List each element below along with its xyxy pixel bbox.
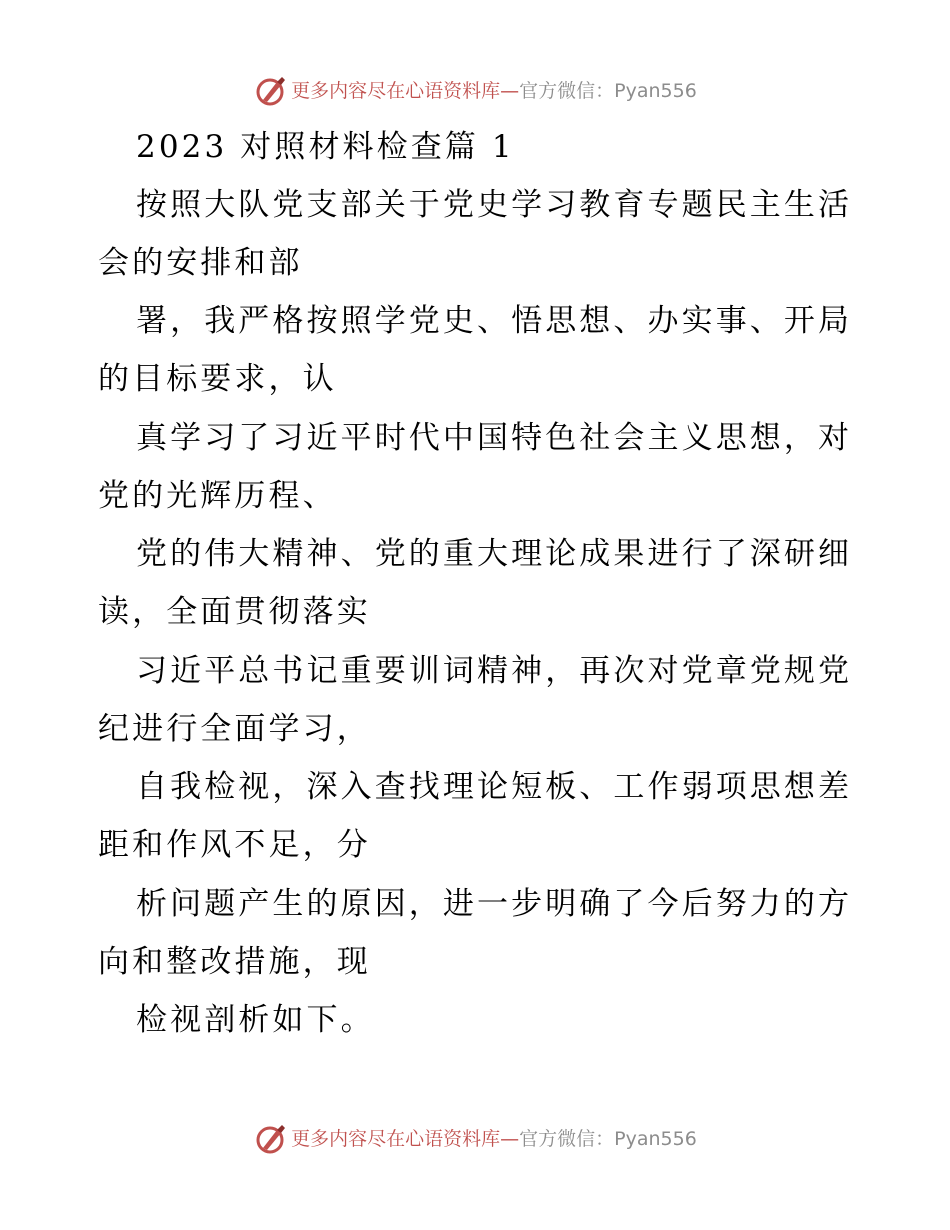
paragraph-line: 纪进行全面学习， [98,711,371,747]
paragraph-line: 检视剖析如下。 [136,1002,375,1038]
paragraph-line: 按照大队党支部关于党史学习教育专题民主生活 [136,187,853,223]
watermark-separator: — [500,1127,520,1150]
paragraph-line: 的目标要求，认 [98,361,337,397]
watermark-wechat-text: 官方微信：Pyan556 [519,79,697,102]
paragraph-line: 读，全面贯彻落实 [98,594,371,630]
watermark-separator: — [500,79,520,102]
watermark-main-text: 更多内容尽在心语资料库 [291,1127,501,1150]
pen-nib-circle-icon [253,74,287,108]
paragraph-line: 会的安排和部 [98,245,303,281]
paragraph-line: 习近平总书记重要训词精神，再次对党章党规党 [136,653,853,689]
watermark-main-text: 更多内容尽在心语资料库 [291,79,501,102]
paragraph-line: 党的光辉历程、 [98,478,337,514]
footer-watermark [0,1119,950,1159]
paragraph-line: 署，我严格按照学党史、悟思想、办实事、开局 [136,303,853,339]
document-title: 2023 对照材料检查篇 1 [136,129,515,165]
header-watermark [0,71,950,111]
paragraph-line: 自我检视，深入查找理论短板、工作弱项思想差 [136,769,853,805]
watermark-wechat-text: 官方微信：Pyan556 [519,1127,697,1150]
paragraph-line: 党的伟大精神、党的重大理论成果进行了深研细 [136,536,853,572]
paragraph-line: 向和整改措施，现 [98,944,371,980]
paragraph-line: 析问题产生的原因，进一步明确了今后努力的方 [136,886,853,922]
pen-nib-circle-icon [253,1122,287,1156]
paragraph-line: 距和作风不足，分 [98,827,371,863]
paragraph-line: 真学习了习近平时代中国特色社会主义思想，对 [136,420,853,456]
